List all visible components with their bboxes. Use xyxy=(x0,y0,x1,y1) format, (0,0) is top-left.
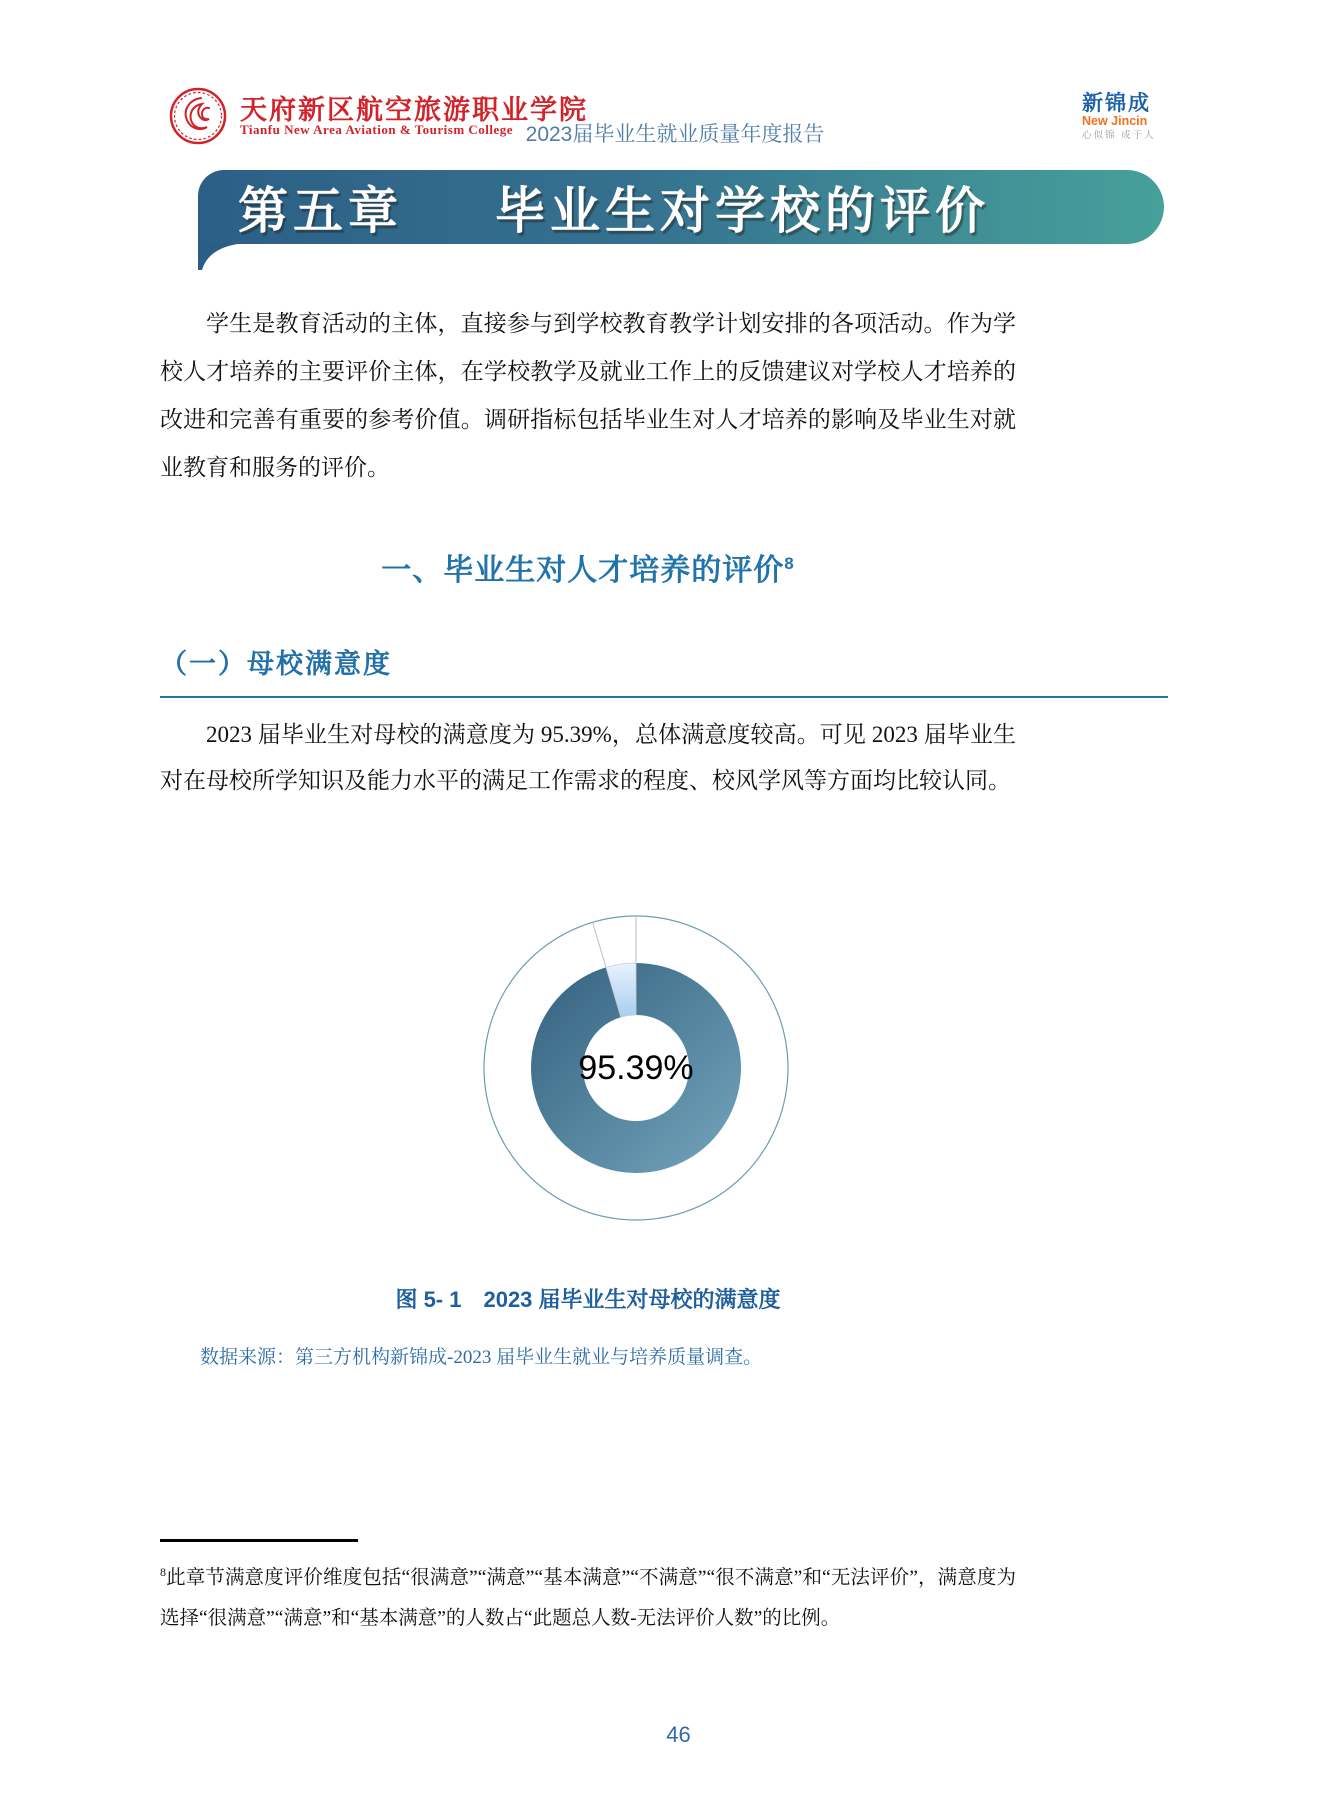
college-name-zh: 天府新区航空旅游职业学院 xyxy=(240,95,588,125)
footnote xyxy=(160,1552,1016,1639)
donut-center-label: 95.39% xyxy=(578,1048,694,1087)
subsection-heading: （一）母校满意度 xyxy=(160,649,392,679)
chapter-title: 毕业生对学校的评价 xyxy=(495,183,990,239)
banner-tail-shape xyxy=(198,243,244,270)
college-name-en: Tianfu New Area Aviation & Tourism College xyxy=(240,122,514,137)
footnote-text: 此章节满意度评价维度包括“很满意”“满意”“基本满意”“不满意”“很不满意”和“无法评价”，满意度为选择“很满意”“满意”和“基本满意”的人数占“此题总人数-无法评价人数”的比例。 xyxy=(160,1567,1016,1629)
brand-slogan: 心似锦 成于人 xyxy=(1082,129,1156,141)
college-logo xyxy=(168,86,228,146)
section-divider-rule xyxy=(160,696,1168,698)
footnote-separator-rule xyxy=(160,1539,358,1542)
phoenix-logo-icon xyxy=(168,86,228,146)
chapter-label: 第五章 xyxy=(238,183,403,239)
data-source-note: 数据来源：第三方机构新锦成-2023 届毕业生就业与培养质量调查。 xyxy=(200,1347,763,1368)
footnote-ref-superscript: 8 xyxy=(784,554,795,573)
page-number: 46 xyxy=(666,1722,691,1747)
chapter-banner xyxy=(198,170,1164,244)
figure-caption: 图 5- 1 2023 届毕业生对母校的满意度 xyxy=(395,1287,781,1312)
section-heading-text: 一、毕业生对人才培养的评价 xyxy=(381,554,785,587)
section-heading xyxy=(160,545,1016,589)
footnote-ref: 8 xyxy=(160,1565,166,1579)
satisfaction-paragraph: 2023 届毕业生对母校的满意度为 95.39%，总体满意度较高。可见 2023 届毕业生对在母校所学知识及能力水平的满足工作需求的程度、校风学风等方面均比较认同。 xyxy=(160,722,1016,793)
brand-name-zh: 新锦成 xyxy=(1082,92,1151,115)
satisfaction-donut-chart xyxy=(466,898,806,1238)
brand-logo xyxy=(1082,92,1192,141)
brand-name-en: New Jincin xyxy=(1082,114,1148,129)
report-title: 2023届毕业生就业质量年度报告 xyxy=(525,123,825,146)
intro-paragraph: 学生是教育活动的主体，直接参与到学校教育教学计划安排的各项活动。作为学校人才培养的主要评价主体，在学校教学及就业工作上的反馈建议对学校人才培养的改进和完善有重要的参考价值。调研指标包括毕业生对人才培养的影响及毕业生对就业教育和服务的评价。 xyxy=(160,311,1016,480)
